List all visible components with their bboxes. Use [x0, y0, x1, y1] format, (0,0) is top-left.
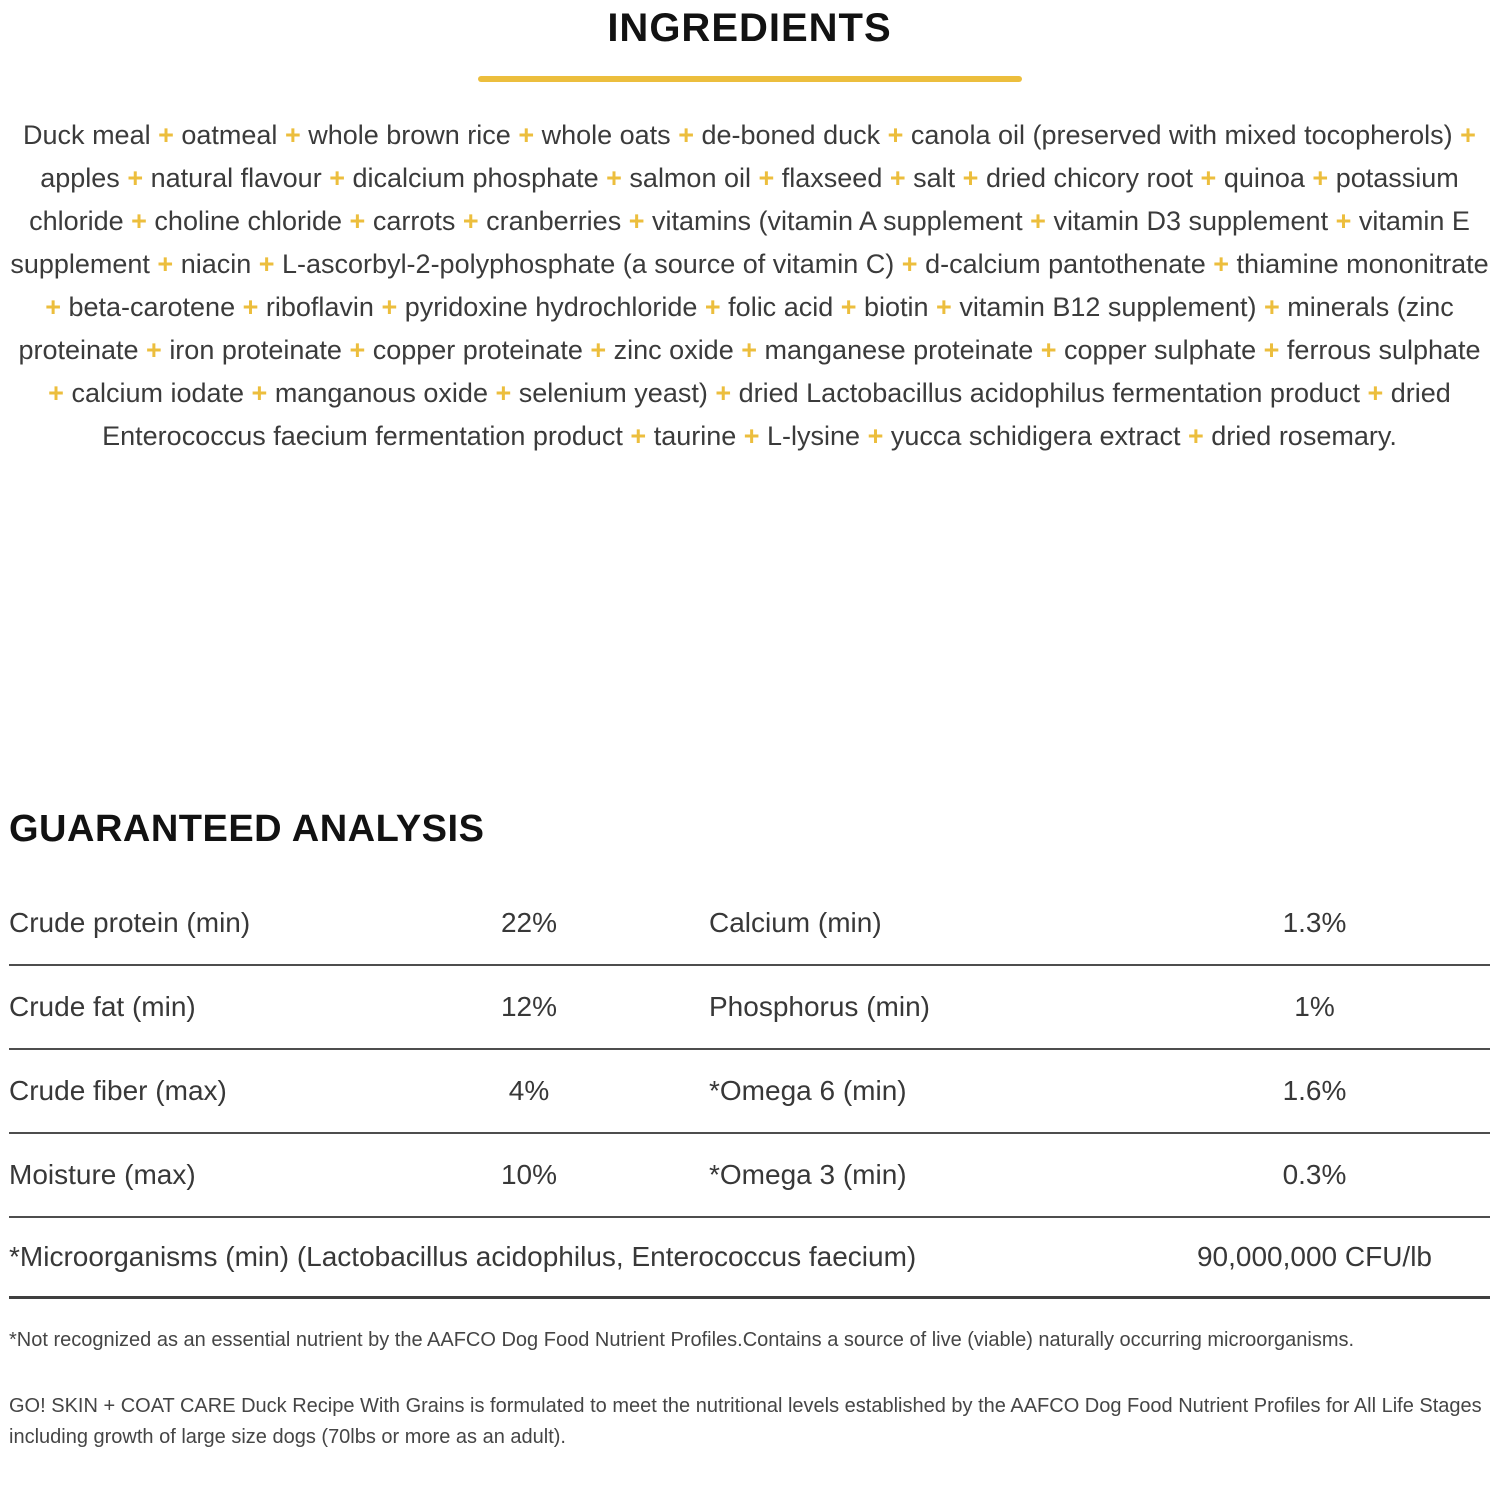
plus-separator-icon: + [244, 378, 275, 408]
nutrient-label: Crude fat (min) [9, 991, 196, 1022]
plus-separator-icon: + [697, 292, 729, 322]
plus-separator-icon: + [251, 249, 283, 279]
ingredients-text: Duck meal + oatmeal + whole brown rice + whole oats + de-boned duck + canola oil (preserved with mixed tocopherols) + apples + natural flavour + dicalcium phosphate + salmon oil + flaxseed + salt + dried chicory root + quinoa + potassium chloride + choline chloride + carrots + cranberries + vitamins (vitamin A supplement + vitamin D3 supplement + vitamin E supplement + niacin + L-ascorbyl-2-polyphosphate (a source of vitamin C) + d-calcium pantothenate + thiamine mononitrate + beta-carotene + riboflavin + pyridoxine hydrochloride + folic acid + biotin + vitamin B12 supplement) + minerals (zinc proteinate + iron proteinate + copper proteinate + zinc oxide + manganese proteinate + copper sulphate + ferrous sulphate + calcium iodate + manganous oxide + selenium yeast) + dried Lactobacillus acidophilus fermentation product + dried Enterococcus faecium fermentation product + taurine + L-lysine + yucca schidigera extract + dried rosemary. [10, 120, 1489, 451]
nutrient-label: Crude protein (min) [9, 907, 251, 938]
ingredients-title: INGREDIENTS [607, 6, 892, 50]
plus-separator-icon: + [1022, 206, 1054, 236]
plus-separator-icon: + [750, 163, 782, 193]
table-row [9, 1050, 1490, 1134]
nutrient-label: *Omega 3 (min) [709, 1159, 907, 1190]
plus-separator-icon: + [342, 206, 373, 236]
plus-separator-icon: + [882, 163, 914, 193]
microorganisms-row [9, 1218, 1490, 1299]
plus-separator-icon: + [1256, 335, 1287, 365]
nutrient-value: 12% [500, 991, 558, 1022]
plus-separator-icon: + [45, 292, 69, 322]
guaranteed-analysis-title: GUARANTEED ANALYSIS [9, 808, 485, 850]
plus-separator-icon: + [150, 120, 182, 150]
nutrient-value: 1% [1294, 991, 1335, 1022]
plus-separator-icon: + [733, 335, 765, 365]
nutrient-label: Phosphorus (min) [709, 991, 930, 1022]
guaranteed-analysis-table [9, 882, 1490, 1299]
plus-separator-icon: + [670, 120, 702, 150]
plus-separator-icon: + [48, 378, 72, 408]
nutrient-value: 1.3% [1282, 907, 1347, 938]
plus-separator-icon: + [138, 335, 170, 365]
plus-separator-icon: + [894, 249, 926, 279]
plus-separator-icon: + [149, 249, 181, 279]
plus-separator-icon: + [880, 120, 911, 150]
plus-separator-icon: + [119, 163, 151, 193]
table-row [9, 882, 1490, 966]
plus-separator-icon: + [235, 292, 266, 322]
nutrient-label: Crude fiber (max) [9, 1075, 227, 1106]
plus-separator-icon: + [1452, 120, 1476, 150]
plus-separator-icon: + [707, 378, 739, 408]
plus-separator-icon: + [1256, 292, 1288, 322]
nutrient-value: 22% [500, 907, 558, 938]
plus-separator-icon: + [510, 120, 542, 150]
plus-separator-icon: + [1360, 378, 1391, 408]
microorganisms-label: *Microorganisms (min) (Lactobacillus acidophilus, Enterococcus faecium) [9, 1241, 917, 1272]
nutrient-value: 10% [500, 1159, 558, 1190]
nutrient-value: 4% [508, 1075, 550, 1106]
title-underline [478, 76, 1022, 82]
plus-separator-icon: + [1328, 206, 1359, 236]
plus-separator-icon: + [341, 335, 373, 365]
plus-separator-icon: + [955, 163, 986, 193]
nutrient-label: *Omega 6 (min) [709, 1075, 907, 1106]
plus-separator-icon: + [455, 206, 487, 236]
plus-separator-icon: + [1193, 163, 1224, 193]
plus-separator-icon: + [582, 335, 614, 365]
nutrient-label: Moisture (max) [9, 1159, 196, 1190]
formulation-footnote: GO! SKIN + COAT CARE Duck Recipe With Grains is formulated to meet the nutritional levels established by the AAFCO Dog Food Nutrient Profiles for All Life Stages including growth of large size dogs (70lbs or more as an adult). [9, 1395, 1482, 1448]
plus-separator-icon: + [123, 206, 155, 236]
nutrient-value: 0.3% [1282, 1159, 1347, 1190]
plus-separator-icon: + [277, 120, 309, 150]
plus-separator-icon: + [1304, 163, 1336, 193]
plus-separator-icon: + [736, 421, 768, 451]
aafco-footnote: *Not recognized as an essential nutrient by the AAFCO Dog Food Nutrient Profiles.Contains a source of live (viable) naturally occurring microorganisms. [9, 1329, 1355, 1351]
plus-separator-icon: + [487, 378, 519, 408]
plus-separator-icon: + [928, 292, 960, 322]
table-row [9, 966, 1490, 1050]
table-row [9, 1134, 1490, 1218]
plus-separator-icon: + [833, 292, 864, 322]
plus-separator-icon: + [321, 163, 353, 193]
plus-separator-icon: + [1180, 421, 1212, 451]
nutrient-value: 1.6% [1282, 1075, 1347, 1106]
plus-separator-icon: + [373, 292, 405, 322]
plus-separator-icon: + [621, 206, 652, 236]
plus-separator-icon: + [622, 421, 654, 451]
plus-separator-icon: + [1033, 335, 1064, 365]
plus-separator-icon: + [860, 421, 891, 451]
nutrient-label: Calcium (min) [709, 907, 882, 938]
plus-separator-icon: + [598, 163, 630, 193]
plus-separator-icon: + [1205, 249, 1237, 279]
microorganisms-value: 90,000,000 CFU/lb [1196, 1241, 1433, 1272]
